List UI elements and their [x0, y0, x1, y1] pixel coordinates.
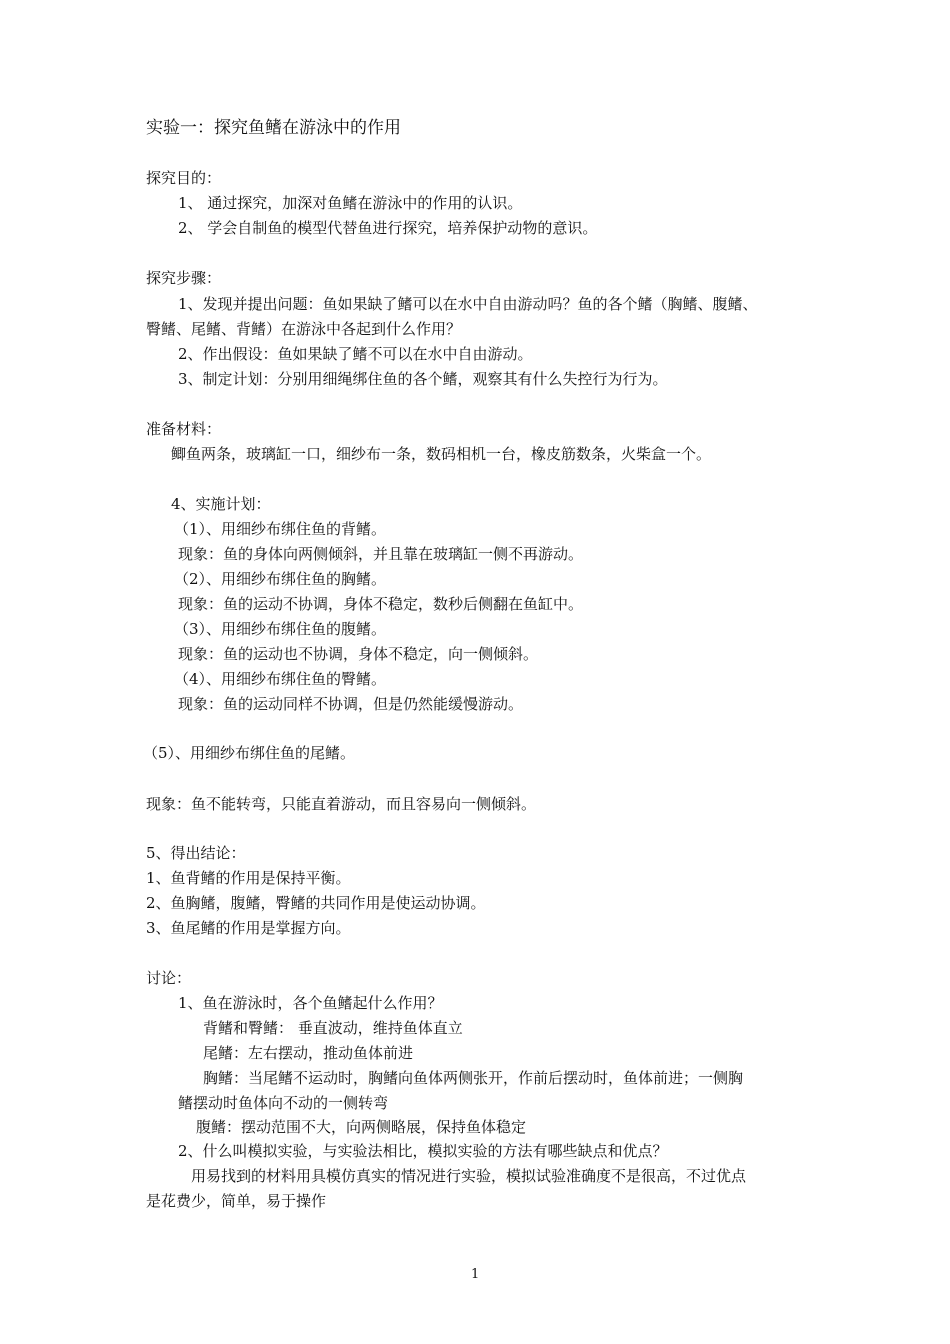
implementation-phenomenon-5: 现象：鱼不能转弯，只能直着游动，而且容易向一侧倾斜。 [146, 795, 537, 813]
implementation-action: （2）、用细纱布绑住鱼的胸鳍。 [174, 570, 387, 588]
answer-ventral: 腹鳍：摆动范围不大，向两侧略展，保持鱼体稳定 [196, 1118, 527, 1136]
purpose-item: 2、 学会自制鱼的模型代替鱼进行探究，培养保护动物的意识。 [178, 219, 598, 237]
implementation-heading: 4、实施计划： [171, 495, 271, 513]
conclusion-heading: 5、得出结论： [146, 844, 246, 862]
discussion-question-2: 2、什么叫模拟实验，与实验法相比，模拟实验的方法有哪些缺点和优点？ [178, 1142, 668, 1160]
implementation-phenomenon: 现象：鱼的运动也不协调，身体不稳定，向一侧倾斜。 [178, 645, 539, 663]
step-2: 2、作出假设：鱼如果缺了鳍不可以在水中自由游动。 [178, 345, 533, 363]
implementation-action: （1）、用细纱布绑住鱼的背鳍。 [174, 520, 387, 538]
implementation-action: （3）、用细纱布绑住鱼的腹鳍。 [174, 620, 387, 638]
step-1-line-1: 1、发现并提出问题：鱼如果缺了鳍可以在水中自由游动吗？鱼的各个鳍（胸鳍、腹鳍、 [178, 295, 758, 313]
conclusion-item: 2、鱼胸鳍，腹鳍，臀鳍的共同作用是使运动协调。 [146, 894, 486, 912]
conclusion-item: 3、鱼尾鳍的作用是掌握方向。 [146, 919, 351, 937]
implementation-phenomenon: 现象：鱼的身体向两侧倾斜，并且靠在玻璃缸一侧不再游动。 [178, 545, 584, 563]
implementation-phenomenon: 现象：鱼的运动同样不协调，但是仍然能缓慢游动。 [178, 695, 524, 713]
step-3: 3、制定计划：分别用细绳绑住鱼的各个鳍，观察其有什么失控行为行为。 [178, 370, 668, 388]
answer-dorsal-anal: 背鳍和臀鳍： 垂直波动，维持鱼体直立 [203, 1019, 463, 1037]
conclusion-item: 1、鱼背鳍的作用是保持平衡。 [146, 869, 351, 887]
materials-text: 鲫鱼两条，玻璃缸一口，细纱布一条，数码相机一台，橡皮筋数条，火柴盒一个。 [171, 445, 712, 463]
answer-pectoral-line-2: 鳍摆动时鱼体向不动的一侧转弯 [178, 1094, 389, 1112]
page-number: 1 [471, 1267, 480, 1282]
implementation-phenomenon: 现象：鱼的运动不协调，身体不稳定，数秒后侧翻在鱼缸中。 [178, 595, 584, 613]
answer-2-line-1: 用易找到的材料用具模仿真实的情况进行实验，模拟试验准确度不是很高，不过优点 [191, 1167, 747, 1185]
answer-2-line-2: 是花费少，简单，易于操作 [146, 1192, 327, 1210]
steps-heading: 探究步骤： [146, 269, 222, 287]
step-1-line-2: 臀鳍、尾鳍、背鳍）在游泳中各起到什么作用？ [146, 320, 462, 338]
implementation-action: （4）、用细纱布绑住鱼的臀鳍。 [174, 670, 387, 688]
discussion-question-1: 1、鱼在游泳时，各个鱼鳍起什么作用？ [178, 994, 443, 1012]
implementation-action-5: （5）、用细纱布绑住鱼的尾鳍。 [143, 744, 356, 762]
answer-tail: 尾鳍：左右摆动，推动鱼体前进 [203, 1044, 414, 1062]
discussion-heading: 讨论： [146, 969, 192, 987]
purpose-heading: 探究目的： [146, 169, 222, 187]
materials-heading: 准备材料： [146, 420, 222, 438]
purpose-item: 1、 通过探究，加深对鱼鳍在游泳中的作用的认识。 [178, 194, 523, 212]
answer-pectoral-line-1: 胸鳍：当尾鳍不运动时，胸鳍向鱼体两侧张开，作前后摆动时，鱼体前进；一侧胸 [203, 1069, 744, 1087]
page-title: 实验一：探究鱼鳍在游泳中的作用 [146, 118, 401, 138]
